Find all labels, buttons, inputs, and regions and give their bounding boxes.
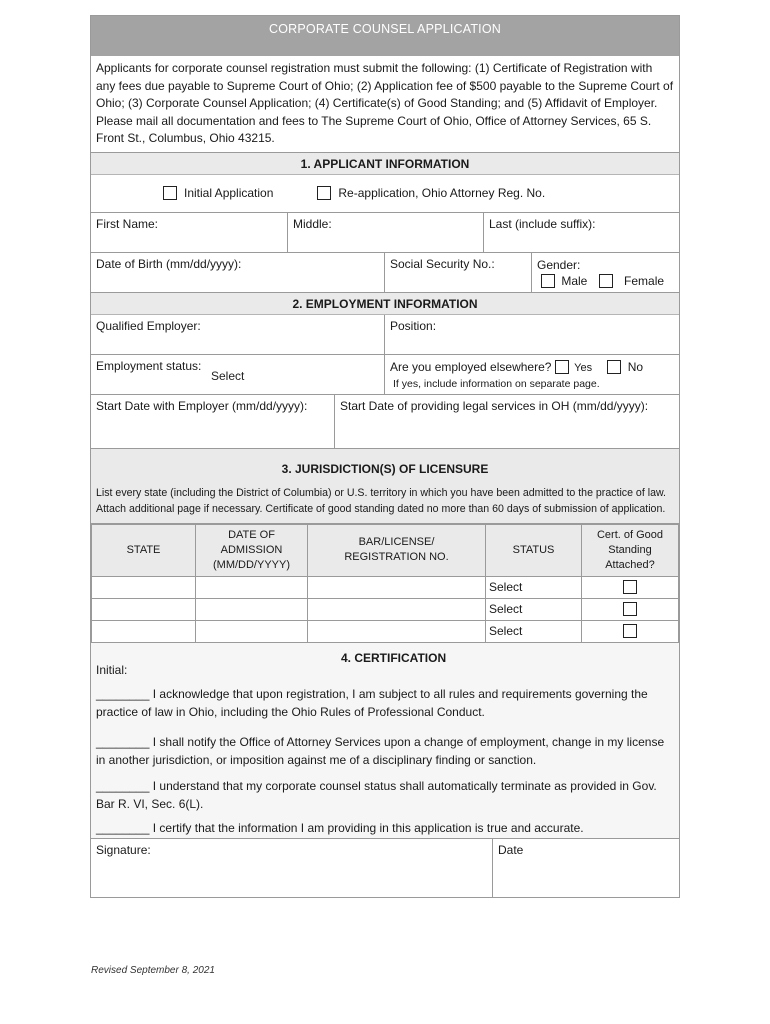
status-select[interactable]: Select	[486, 576, 582, 598]
start-date-legal-label: Start Date of providing legal services in OH (mm/dd/yyyy):	[340, 398, 649, 413]
employed-elsewhere-no-checkbox[interactable]	[607, 360, 621, 374]
first-name-label: First Name:	[96, 216, 159, 231]
employment-status-cell	[91, 355, 385, 394]
col-date-admission	[196, 524, 308, 576]
admission-date-input[interactable]	[196, 598, 308, 620]
initial-application-option[interactable]	[163, 186, 273, 201]
section2-heading: 2. EMPLOYMENT INFORMATION	[91, 293, 679, 315]
employer-field[interactable]	[91, 315, 385, 354]
middle-name-label: Middle:	[293, 216, 332, 231]
state-input[interactable]	[92, 620, 196, 642]
jurisdiction-instructions: List every state (including the District of Columbia) or U.S. territory in which you have been admitted to the practice of law. Attach additional page if necessary. Certificate of good standing dated no more than 60 days of submission of application.	[96, 486, 666, 515]
application-form	[90, 15, 680, 898]
application-type-row	[91, 175, 679, 213]
col-bar-license	[308, 524, 486, 576]
bar-number-input[interactable]	[308, 620, 486, 642]
name-row	[91, 213, 679, 253]
ssn-label: Social Security No.:	[390, 256, 495, 271]
certification-statement[interactable]: ________ I shall notify the Office of Attorney Services upon a change of employment, change in my license in another jurisdiction, or imposition against me of a disciplinary finding or sanction.	[96, 734, 665, 767]
col-date-line2: ADMISSION	[220, 543, 283, 556]
section1-heading: 1. APPLICANT INFORMATION	[91, 153, 679, 175]
status-select[interactable]: Select	[486, 620, 582, 642]
state-input[interactable]	[92, 598, 196, 620]
revision-footer: Revised September 8, 2021	[91, 965, 215, 976]
dob-field[interactable]	[91, 253, 385, 292]
table-row	[92, 598, 679, 620]
last-name-label: Last (include suffix):	[489, 216, 596, 231]
section3-heading: 3. JURISDICTION(S) OF LICENSURE	[281, 461, 489, 476]
reapplication-option[interactable]	[317, 186, 545, 201]
admission-date-input[interactable]	[196, 576, 308, 598]
employment-status-label: Employment status:	[96, 358, 202, 373]
cert-attached-checkbox[interactable]	[623, 624, 637, 638]
no-label: No	[627, 359, 644, 374]
signature-row	[91, 839, 679, 897]
intro-text: Applicants for corporate counsel registration must submit the following: (1) Certificate of Registration with any fees due payable to Supreme Court of Ohio; (2) Application fee of $500 payable to the Supreme Court of Ohio; (3) Corporate Counsel Application; (4) Certificate(s) of Good Standing; and (5) Affidavit of Employer. Please mail all documentation and fees to The Supreme Court of Ohio, Office of Attorney Services, 65 S. Front St., Columbus, Ohio 43215.	[91, 56, 679, 153]
licensure-table-header	[92, 524, 679, 576]
position-field[interactable]	[385, 315, 679, 354]
admission-date-input[interactable]	[196, 620, 308, 642]
col-state: STATE	[92, 524, 196, 576]
start-date-employer-label: Start Date with Employer (mm/dd/yyyy):	[96, 398, 308, 413]
col-date-line1: DATE OF	[228, 528, 275, 541]
male-checkbox[interactable]	[541, 274, 555, 288]
employer-label: Qualified Employer:	[96, 318, 201, 333]
status-select[interactable]: Select	[486, 598, 582, 620]
position-label: Position:	[390, 318, 437, 333]
date-label: Date	[498, 842, 524, 857]
female-checkbox[interactable]	[599, 274, 613, 288]
employed-elsewhere-label: Are you employed elsewhere?	[390, 359, 552, 374]
cert-cell	[582, 598, 679, 620]
reapplication-label: Re-application, Ohio Attorney Reg. No.	[338, 185, 546, 200]
certification-statement[interactable]: ________ I certify that the information I am providing in this application is true and accurate.	[96, 820, 584, 835]
dob-label: Date of Birth (mm/dd/yyyy):	[96, 256, 242, 271]
section4-heading: 4. CERTIFICATION	[341, 650, 447, 665]
col-bar-line2: REGISTRATION NO.	[344, 551, 449, 563]
start-date-employer-field[interactable]	[91, 395, 335, 448]
table-row	[92, 620, 679, 642]
certification-statement[interactable]: ________ I acknowledge that upon registration, I am subject to all rules and requirements governing the practice of law in Ohio, including the Ohio Rules of Professional Conduct.	[96, 686, 648, 719]
employment-status-select[interactable]: Select	[211, 368, 245, 383]
date-field[interactable]	[493, 839, 679, 897]
col-cert-line2: Standing	[608, 543, 652, 556]
cert-cell	[582, 576, 679, 598]
col-date-line3: (MM/DD/YYYY)	[213, 558, 290, 571]
jurisdiction-section	[91, 449, 679, 524]
table-row	[92, 576, 679, 598]
col-cert-good-standing	[582, 524, 679, 576]
gender-label: Gender:	[537, 257, 581, 272]
employed-elsewhere-yes-checkbox[interactable]	[555, 360, 569, 374]
last-name-field[interactable]	[484, 213, 679, 252]
initial-application-label: Initial Application	[184, 185, 274, 200]
employed-elsewhere-cell	[385, 355, 679, 394]
reapplication-checkbox[interactable]	[317, 186, 331, 200]
male-label: Male	[561, 273, 588, 288]
bar-number-input[interactable]	[308, 576, 486, 598]
bar-number-input[interactable]	[308, 598, 486, 620]
licensure-table	[91, 524, 679, 643]
signature-label: Signature:	[96, 842, 151, 857]
female-label: Female	[624, 273, 665, 288]
first-name-field[interactable]	[91, 213, 288, 252]
gender-field	[532, 253, 679, 292]
start-date-legal-field[interactable]	[335, 395, 679, 448]
form-title: CORPORATE COUNSEL APPLICATION	[91, 16, 679, 56]
employer-row	[91, 315, 679, 355]
cert-attached-checkbox[interactable]	[623, 602, 637, 616]
col-cert-line1: Cert. of Good	[596, 528, 664, 541]
signature-field[interactable]	[91, 839, 493, 897]
cert-cell	[582, 620, 679, 642]
col-cert-line3: Attached?	[605, 558, 655, 571]
initial-application-checkbox[interactable]	[163, 186, 177, 200]
ssn-field[interactable]	[385, 253, 532, 292]
middle-name-field[interactable]	[288, 213, 484, 252]
employed-elsewhere-note: If yes, include information on separate page.	[393, 377, 600, 390]
cert-attached-checkbox[interactable]	[623, 580, 637, 594]
employment-status-row	[91, 355, 679, 395]
certification-section	[91, 643, 679, 839]
dob-row	[91, 253, 679, 293]
yes-label: Yes	[574, 361, 593, 374]
col-status: STATUS	[486, 524, 582, 576]
col-bar-line1: BAR/LICENSE/	[358, 536, 435, 548]
state-input[interactable]	[92, 576, 196, 598]
initial-label: Initial:	[96, 662, 128, 677]
certification-statement[interactable]: ________ I understand that my corporate counsel status shall automatically terminate as provided in Gov. Bar R. VI, Sec. 6(L).	[96, 778, 657, 811]
start-date-row	[91, 395, 679, 449]
